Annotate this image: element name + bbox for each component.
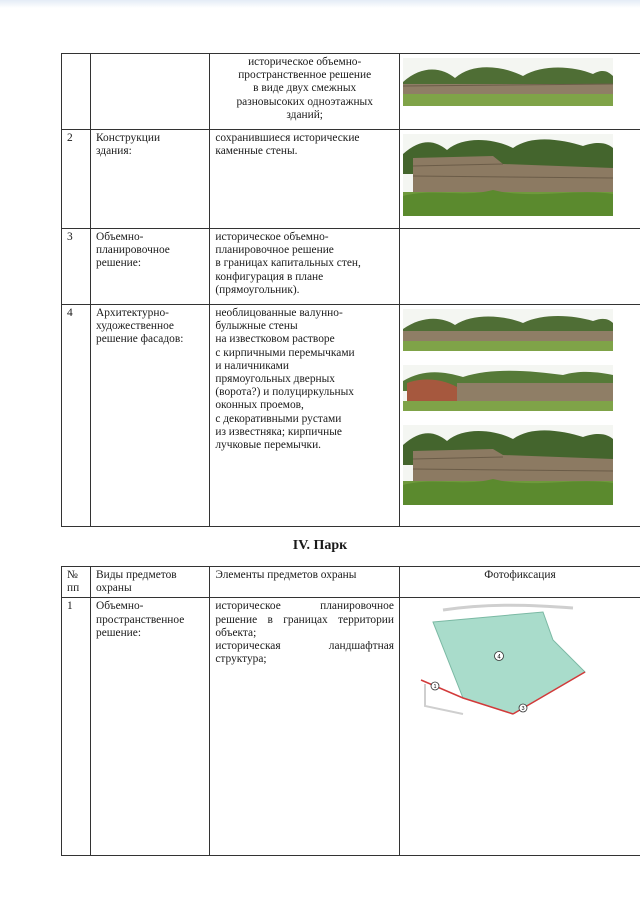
- photo-cell: [400, 229, 640, 305]
- ruin-photo: [403, 425, 613, 505]
- photo-cell: [400, 598, 640, 856]
- ruin-photo: [403, 365, 613, 411]
- protection-type: Объемно- планировочное решение:: [91, 229, 210, 305]
- table-row: [62, 130, 640, 229]
- row-number: 2: [62, 130, 91, 229]
- protection-table-park: [61, 566, 640, 856]
- row-number: 3: [62, 229, 91, 305]
- protection-elements: историческое планировочное решение в границах территории объекта; историческая ландшафтная структура;: [210, 598, 400, 856]
- ruin-photo: [403, 58, 613, 106]
- map-label-bottom: 3: [521, 706, 525, 713]
- ruin-photo: [403, 309, 613, 351]
- protection-elements: историческое объемно- пространственное решение в виде двух смежных разновысоких одноэтажных зданий;: [210, 54, 400, 130]
- table-row: [62, 598, 640, 856]
- section-heading: IV. Парк: [292, 538, 348, 553]
- protection-type: [91, 54, 210, 130]
- table-row: [62, 54, 640, 130]
- header-type: Виды предметов охраны: [91, 567, 210, 598]
- site-map: [403, 602, 613, 720]
- row-number: 1: [62, 598, 91, 856]
- map-label-center: 4: [497, 654, 501, 661]
- protection-table-building: [61, 53, 640, 527]
- protection-type: Архитектурно- художественное решение фасадов:: [91, 305, 210, 527]
- ruin-photo: [403, 134, 613, 216]
- table-row: [62, 305, 640, 527]
- map-label-left: 1: [433, 684, 437, 691]
- header-number: № пп: [62, 567, 91, 598]
- protection-type: Объемно- пространственное решение:: [91, 598, 210, 856]
- table-header-row: [62, 567, 640, 598]
- row-number: 4: [62, 305, 91, 527]
- protection-elements: сохранившиеся исторические каменные стены.: [210, 130, 400, 229]
- photo-cell: [400, 305, 640, 527]
- header-photo: Фотофиксация: [400, 567, 640, 598]
- table-row: [62, 229, 640, 305]
- protection-elements: необлицованные валунно- булыжные стены на известковом растворе с кирпичными перемычками и наличниками прямоугольных дверных (ворота?) и полуциркульных оконных проемов, с декоративными рустами из известняка; кирпичные лучковые перемычки.: [210, 305, 400, 527]
- header-elements: Элементы предметов охраны: [210, 567, 400, 598]
- protection-elements: историческое объемно- планировочное решение в границах капитальных стен, конфигурация в плане (прямоугольник).: [210, 229, 400, 305]
- photo-cell: [400, 54, 640, 130]
- photo-cell: [400, 130, 640, 229]
- row-number: [62, 54, 91, 130]
- protection-type: Конструкции здания:: [91, 130, 210, 229]
- scan-edge: [0, 0, 640, 8]
